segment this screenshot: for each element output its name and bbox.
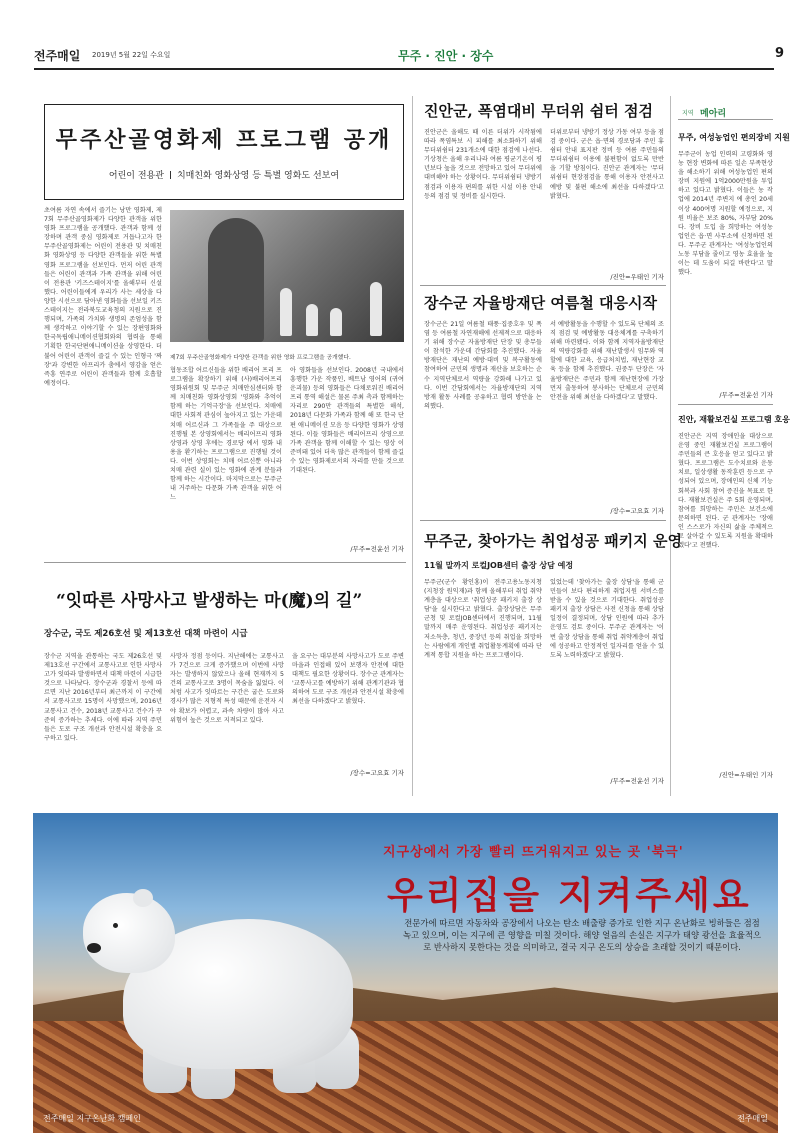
story4-subtitle: 11월 말까지 로컬JOB센터 출장 상담 예정 — [424, 561, 574, 570]
right-story-b-body: 진안군은 지역 장애인을 대상으로 운영 중인 재활보건실 프로그램이 주민들의 큰 호응을 얻고 있다고 밝혔다. 프로그램은 도수치료와 운동치료, 일상생활 동작훈련 등으로 구성되어 있으며, 장애인의 신체 기능 회복과 사회 참여 증진을 목표로 한다. 재활보건실은 주 5회 운영되며, 참여를 희망하는 주민은 보건소에 문의하면 된다. 군 관계자는 '장애인 스스로가 자신의 삶을 주체적으로 살아갈 수 있도록 지원을 확대하겠다'고 전했다. — [678, 433, 773, 550]
story4-byline: /무주=전윤선 기자 — [610, 777, 664, 785]
bear-ear — [133, 889, 153, 907]
story5-col-1: 장수군 지역을 관통하는 국도 제26호선 및 제13호선 구간에서 교통사고로 인한 사망사고가 잇따라 발생하면서 대책 마련이 시급한 것으로 나타났다. 장수군과 경찰서 등에 따르면 지난 2016년부터 최근까지 이 구간에서 교통사고로 15명이 사망했으며, 2016년 교통사고 건수, 2018년 교통사고 건수가 꾸준히 증가하는 추세다. 이에 따라 지역 주민들은 도로 구조 개선과 안전시설 확충을 요구하고 있다. — [44, 653, 162, 742]
lead-subtitle-right: 치매친화 영화상영 등 특별 영화도 선보여 — [176, 171, 340, 181]
lead-subtitle-left: 어린이 전용관 — [108, 171, 164, 181]
person-shape — [330, 308, 342, 336]
story5-col-2: 사망자 정점 등이다. 지난해에는 교통사고가 7건으로 크게 증가했으며 이번에 사망자는 발생하지 않았으나 올해 현재까지 5건의 교통사고로 3명이 목숨을 잃었다. 이처럼 사고가 잇따르는 구간은 굽은 도로와 경사가 많은 지형적 특성 때문에 운전자 시야 확보가 어렵고, 과속 차량이 많아 사고 위험이 높은 것으로 지적되고 있다. — [170, 653, 284, 724]
lead-title: 무주산골영화제 프로그램 공개 — [55, 127, 393, 153]
lead-headline-box — [44, 104, 404, 200]
story3-col-2: 서 예방활동을 수행할 수 있도록 단체의 조직 점검 및 예방활동 대응체계를 구축하기 위해 마련됐다. 이와 함께 지역자율방재단의 역량강화를 위해 재난발생시 임무와 역할에 대한 교육, 응급처치법, 재난현장 교육 등을 함께 추진했다. 권중두 단장은 '자율방재단은 주민과 함께 재난현장에 가장 먼저 출동하여 봉사하는 단체로서 군민의 안전을 위해 최선을 다하겠다'고 말했다. — [550, 321, 664, 401]
story2-col-1: 진안군은 올해도 때 이른 더위가 시작됨에 따라 폭염특보 시 피해를 최소화하기 위해 무더위쉼터 231개소에 대한 점검에 나선다. 기상청은 올해 우리나라 여름 평균기온이 평년보다 높을 것으로 전망하고 있어 무더위에 대비해야 하는 상황이다. 무더위쉼터 냉방기 점검과 이용자 편의를 위한 시설 이용 안내 등의 점검 및 정비를 실시한다. — [424, 129, 542, 200]
right-story-b-byline: /진안=우태인 기자 — [719, 771, 773, 779]
lead-col-2: 협동조합 어르신들을 위한 배리어 프리 프로그램을 확장하기 위해 (사)배리어프리영화위원회 및 무주군 치매안심센터와 함께 치매친화 영화상영회 '영화와 추억이 함께 하는 기억극장'을 선보인다. 치매에 대한 사회적 관심이 높아지고 있는 가운데 치매 어르신과 그 가족들을 주 대상으로 진행될 본 상영회에서는 배리어프리 영화상영과 상영 후에는 경로당 에서 영화 내용을 환기하는 프로그램으로 진행될 것이다. 이번 상영회는 치매 어르신뿐 아니라 치매 관련 실이 있는 영화에 관계 분들과 함께 하는 시간이다. 마지막으로는 무주군 내 거주하는 다문화 가족 관객을 위한 어느 — [170, 367, 282, 502]
story2-title: 진안군, 폭염대비 무더위 쉼터 점검 — [424, 102, 653, 120]
issue-date: 2019년 5월 22일 수요일 — [92, 51, 171, 59]
masthead — [34, 46, 784, 66]
paper-name: 전주매일 — [34, 49, 81, 63]
story5-byline: /장수=고요효 기자 — [350, 769, 404, 777]
lead-col-1: 초여름 자연 속에서 즐기는 낭만 영화제, 제7회 무주산골영화제가 다양한 관객을 위한 영화 프로그램을 공개했다. 관객과 함께 성장하며 관객 중심 영화제로 거듭나고자 한 무주산골영화제는 어린이 전용관 및 치매친화 영화상영 등 다양한 관객들을 위한 특별 영화 프로그램을 선보인다. 먼저 어린 관객들은 어린이 관객과 가족 관객을 위해 어린이 전용관 '키즈스테이지'를 올해부터 신설했다. 어린이들에게 우리가 사는 세상을 다양한 시선으로 담아낸 영화들을 선보일 키즈스테이지는 전라북도교육청의 지원으로 진행되며, 가족의 가치와 생명의 존엄성을 함께 생각하고 이야기할 수 있는 장편영화와 한국독립애니메이션협회와의 협력을 통해 기획한 한국단편애니메이션을 상영한다. 더불어 어린이 관객이 즐길 수 있는 인형극 '짜장'과 강변한 아프리카 춤에서 영감을 얻은 즉흥 연주로 어린이 관객들과 함께 호흡할 예정이다. — [44, 207, 162, 387]
ad-kicker: 지구상에서 가장 빨리 뜨거워지고 있는 곳 '북극' — [383, 845, 684, 860]
subtitle-separator — [170, 171, 171, 179]
story-divider — [44, 562, 406, 563]
story5-col-3: 을 요구는 대부분의 사망사고가 도로 주변 마을과 인접해 있어 보행자 안전에 대한 대책도 필요한 상황이다. 장수군 관계자는 '교통사고를 예방하기 위해 관계기관과 협의하여 도로 구조 개선과 안전시설 확충에 최선을 다하겠다'고 밝혔다. — [292, 653, 404, 706]
person-shape — [280, 288, 292, 336]
story4-col-1: 무주군(군수 황인홍)이 전주고용노동지청(지청장 원익재)과 함께 올해부터 취업 취약계층을 대상으로 '취업성공 패키지 출장 상담'을 실시한다고 밝혔다. 출장상담은 무주군청 및 로컬JOB센터에서 진행되며, 11월 말까지 매주 운영된다. 취업성공 패키지는 저소득층, 청년, 중장년 등의 취업을 희망하는 사람에게 개인별 취업활동계획에 따라 단계적 통합 지원을 하는 프로그램이다. — [424, 579, 542, 659]
story2-col-2: 더위로부터 냉방기 정상 가동 여부 등을 점검 중이다. 군은 읍·면의 경로당과 주민 휴 쉼터 안내 표지판 정비 등 여름 주민들의 무더위쉼터 이용에 불편함이 없도록 만반을 기할 방침이다. 진안군 관계자는 '무더위쉼터 현장점검을 통해 이용자 안전사고 예방 및 불편 해소에 최선을 다하겠다'고 밝혔다. — [550, 129, 664, 200]
story-divider — [678, 404, 773, 405]
ad-footer-right: 전주매일 — [737, 1114, 768, 1123]
bear-eye — [113, 923, 118, 928]
story-divider — [420, 285, 666, 286]
story-divider — [420, 520, 666, 521]
column-tag — [678, 104, 773, 120]
page-number: 9 — [774, 46, 784, 61]
column-divider — [412, 96, 413, 796]
lead-col-3: 아 영화들을 선보인다. 2008년 국내에서 흥행한 가운 작품인, 베트남 영어의 (귀여운괴물) 등의 영화들은 다채로워진 배리어프리 통역 해설은 물론 주최 측과 함께하는 자리로 290만 관객들의 특별한 해석, 2018년 다문화 가족과 함께 해 또 한국 단편 애니메이션 모음 등 다양한 영화가 상영된다. 이들 영화들은 배리어프리 상영으로 가족 관객을 함께 이해할 수 있는 영상 이 준비돼 있어 더욱 많은 관객들이 함께 즐길 수 있는 영화제로서의 자리를 만들 것으로 기대된다. — [290, 367, 404, 475]
lead-subtitle — [45, 168, 403, 181]
story4-title: 무주군, 찾아가는 취업성공 패키지 운영 — [424, 532, 682, 550]
column-tag-title: 메아리 — [700, 109, 727, 119]
story5-subtitle: 장수군, 국도 제26호선 및 제13호선 대책 마련이 시급 — [44, 629, 248, 639]
header-rule — [34, 68, 774, 70]
story5-title: “잇따른 사망사고 발생하는 마(魔)의 길” — [56, 591, 363, 611]
story4-col-2: 있었는데 '찾아가는 출장 상담'을 통해 군민들이 보다 편리하게 취업지원 서비스를 받을 수 있을 것으로 기대한다. 취업성공 패키지 출장 상담은 사전 신청을 통해 상담 일정이 결정되며, 상담 인원에 따라 추가 운영도 검토 중이다. 무주군 관계자는 '이번 출장 상담을 통해 취업 취약계층이 취업에 성공하고 안정적인 일자리를 얻을 수 있도록 노력하겠다'고 밝혔다. — [550, 579, 664, 659]
right-story-a-byline: /무주=전윤선 기자 — [719, 391, 773, 399]
lead-byline: /무주=전윤선 기자 — [350, 545, 404, 553]
bear-nose — [87, 943, 101, 953]
bear-head — [83, 893, 175, 973]
polar-bear — [83, 879, 383, 1119]
tree-shape — [208, 218, 264, 342]
lead-photo — [170, 210, 404, 342]
section-title: 무주 · 진안 · 장수 — [398, 49, 494, 63]
photo-caption: 제7회 무주산골영화제가 다양한 관객을 위한 영화 프로그램을 공개했다. — [170, 355, 351, 361]
climate-advertisement — [33, 813, 778, 1133]
person-shape — [370, 282, 382, 336]
column-tag-label: 지역 — [682, 110, 694, 117]
person-shape — [306, 304, 318, 336]
ad-headline: 우리집을 지켜주세요 — [387, 874, 752, 917]
story2-byline: /진안=우태인 기자 — [610, 273, 664, 281]
ad-footer-left: 전주매일 지구온난화 캠페인 — [43, 1114, 141, 1123]
right-story-b-title: 진안, 재활보건실 프로그램 호응 — [678, 415, 790, 424]
column-divider — [670, 96, 671, 796]
story3-col-1: 장수군은 21일 여름철 태풍·집중호우 및 폭염 등 여름철 자연재해에 선제적으로 대응하기 위해 장수군 자율방재단 단장 및 총무들이 참석한 가운데 간담회를 추진했다. 자율방재단은 재난의 예방·대비 및 복구활동에 참여하여 군민의 생명과 재산을 보호하는 순수 지역단체로서 역량을 강화해 나가고 있다. 이번 간담회에서는 자율방재단의 지역 방재 활동 사례를 공유하고 협력 방안을 논의했다. — [424, 321, 542, 410]
ad-body: 전문가에 따르면 자동차와 공장에서 나오는 탄소 배출량 증가로 인한 지구 온난화로 빙하들은 점점 녹고 있으며, 이는 지구에 큰 영향을 미칠 것이다. 해양 얼음의 손실은 지구가 태양 광선을 효율적으로 반사하지 못한다는 것을 의미하고, 결국 지구 온도의 상승을 초래할 것이기 때문이다. — [402, 918, 762, 952]
story3-title: 장수군 자율방재단 여름철 대응시작 — [424, 294, 658, 312]
right-story-a-body: 무주군이 농업 인력의 고령화와 영농 현장 변화에 따른 일손 부족현상을 해소하기 위해 여성농업인 편의장비 지원에 1억2000만원을 투입하고 있다고 밝혔다. 이들은 농 작업에 2014년 주변지 에 총인 20세 이상 400여명 지원할 예정으로, 지원 비율은 보조 80%, 자부담 20%다. 장비 도입 을 희망하는 여성농업인은 읍·면 사무소에 신청하면 된다. 무주군 관계자는 '여성농업인의 노동 부담을 줄이고 영농 효율을 높이는 데 도움이 되길 바란다'고 말했다. — [678, 151, 773, 277]
story3-byline: /장수=고요효 기자 — [610, 507, 664, 515]
right-story-a-title: 무주, 여성농업인 편의장비 지원 — [678, 133, 790, 142]
